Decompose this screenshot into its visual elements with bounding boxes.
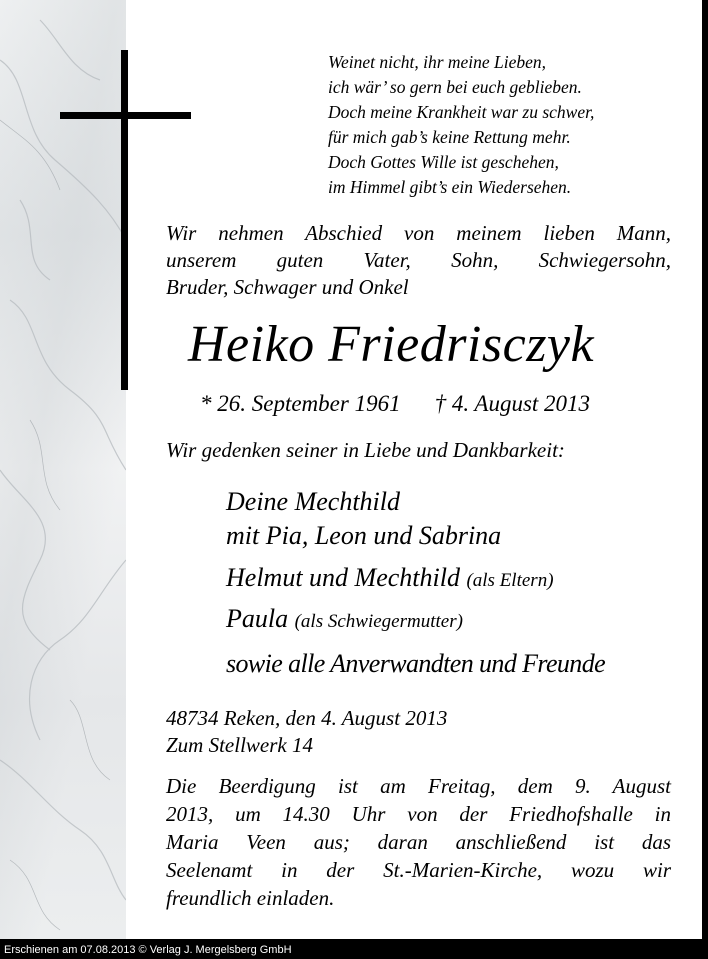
poem-line: Weinet nicht, ihr meine Lieben, [328, 52, 547, 72]
intro-line: unserem guten Vater, Sohn, Schwiegersohn, [166, 248, 671, 272]
poem-line: Doch Gottes Wille ist geschehen, [328, 152, 559, 172]
place-line: 48734 Reken, den 4. August 2013 [166, 706, 448, 730]
signature-line: mit Pia, Leon und Sabrina [226, 521, 502, 550]
place-date [166, 705, 447, 759]
funeral-line: 2013, um 14.30 Uhr von der Friedhofshalle in [166, 802, 671, 826]
funeral-line: freundlich einladen. [166, 886, 335, 910]
funeral-line: Seelenamt in der St.-Marien-Kirche, wozu wir [166, 858, 671, 882]
life-dates [200, 389, 590, 419]
intro-line: Bruder, Schwager und Onkel [166, 275, 409, 299]
publication-footer: Erschienen am 07.08.2013 © Verlag J. Mergelsberg GmbH [4, 944, 292, 956]
address-line: Zum Stellwerk 14 [166, 733, 313, 757]
poem-line: ich wär’ so gern bei euch geblieben. [328, 77, 582, 97]
intro-line: Wir nehmen Abschied von meinem lieben Mann, [166, 221, 671, 245]
death-date: † 4. August 2013 [434, 391, 591, 416]
signature-line: sowie alle Anverwandten und Freunde [226, 649, 606, 678]
cross-icon [121, 50, 128, 390]
poem [328, 50, 594, 200]
marble-border [0, 0, 126, 939]
remembrance-line: Wir gedenken seiner in Liebe und Dankbarkeit: [166, 438, 565, 462]
funeral-notice [166, 772, 671, 912]
birth-date: * 26. September 1961 [200, 391, 401, 416]
poem-line: Doch meine Krankheit war zu schwer, [328, 102, 595, 122]
poem-line: im Himmel gibt’s ein Wiedersehen. [328, 177, 572, 197]
signature-line: Deine Mechthild [226, 487, 400, 516]
signature-line [226, 561, 554, 598]
cross-icon-bar [60, 112, 191, 119]
signature-note: (als Eltern) [466, 570, 554, 591]
marble-veins [0, 0, 126, 939]
funeral-line: Die Beerdigung ist am Freitag, dem 9. August [166, 774, 671, 798]
signature-line [226, 602, 463, 639]
poem-line: für mich gab’s keine Rettung mehr. [328, 127, 571, 147]
farewell-intro [166, 220, 671, 301]
deceased-name: Heiko Friedrisczyk [188, 316, 595, 373]
signature-note: (als Schwiegermutter) [294, 611, 463, 632]
signature-name: Paula [226, 604, 289, 633]
signature-name: Helmut und Mechthild [226, 563, 460, 592]
funeral-line: Maria Veen aus; daran anschließend ist das [166, 830, 671, 854]
